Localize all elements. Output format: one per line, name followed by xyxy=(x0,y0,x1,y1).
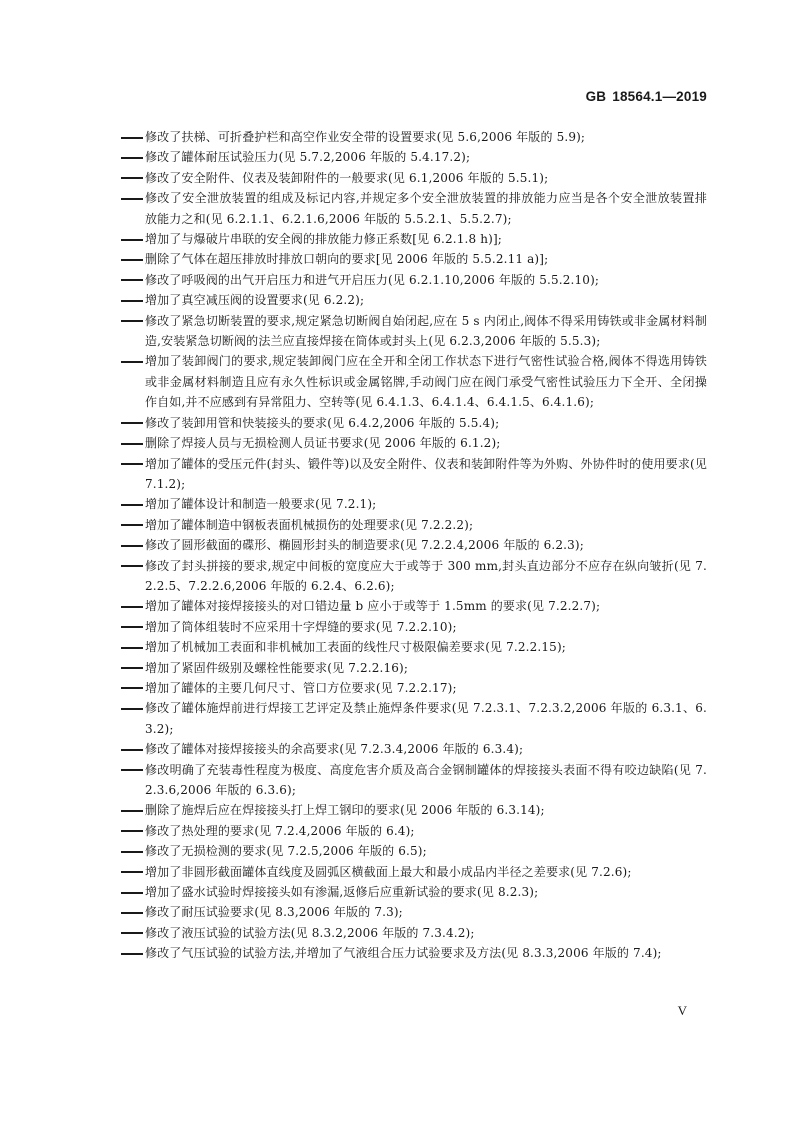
list-item xyxy=(121,678,707,698)
em-dash-marker xyxy=(121,769,143,771)
list-item-text: 修改了罐体对接焊接接头的余高要求(见 7.2.3.4,2006 年版的 6.3.4); xyxy=(145,742,524,757)
em-dash-marker xyxy=(121,545,143,547)
list-item-text: 修改了罐体施焊前进行焊接工艺评定及禁止施焊条件要求(见 7.2.3.1、7.2.3.2,2006 年版的 6.3.1、6.3.2); xyxy=(145,701,707,736)
list-item xyxy=(121,923,707,943)
list-item-text: 修改了封头拼接的要求,规定中间板的宽度应大于或等于 300 mm,封头直边部分不应存在纵向皱折(见 7.2.2.5、7.2.2.6,2006 年版的 6.2.4、6.2.6); xyxy=(145,558,707,593)
em-dash-marker xyxy=(121,830,143,832)
em-dash-marker xyxy=(121,300,143,302)
list-item xyxy=(121,127,707,147)
list-item-text: 增加了装卸阀门的要求,规定装卸阀门应在全开和全闭工作状态下进行气密性试验合格,阀体不得选用铸铁或非金属材料制造且应有永久性标识或金属铭牌,手动阀门应在阀门承受气密性试验压力下全开、全闭操作自如,并不应感到有异常阻力、空转等(见 6.4.1.3、6.4.1.4、6.4.1.5、6.4.1.6); xyxy=(145,354,707,410)
em-dash-marker xyxy=(121,892,143,894)
em-dash-marker xyxy=(121,708,143,710)
list-item-text: 修改了无损检测的要求(见 7.2.5,2006 年版的 6.5); xyxy=(145,844,427,859)
list-item xyxy=(121,821,707,841)
em-dash-marker xyxy=(121,851,143,853)
list-item-text: 删除了施焊后应在焊接接头打上焊工钢印的要求(见 2006 年版的 6.3.14); xyxy=(145,803,545,818)
list-item-text: 修改了耐压试验要求(见 8.3,2006 年版的 7.3); xyxy=(145,905,403,920)
list-item-text: 增加了机械加工表面和非机械加工表面的线性尺寸极限偏差要求(见 7.2.2.15); xyxy=(145,640,566,655)
list-item-text: 增加了罐体的受压元件(封头、锻件等)以及安全附件、仪表和装卸附件等为外购、外协件时的使用要求(见 7.1.2); xyxy=(145,456,707,491)
em-dash-marker xyxy=(121,422,143,424)
list-item-text: 增加了与爆破片串联的安全阀的排放能力修正系数[见 6.2.1.8 h)]; xyxy=(145,232,502,247)
list-item xyxy=(121,658,707,678)
list-item-text: 增加了罐体设计和制造一般要求(见 7.2.1); xyxy=(145,497,377,512)
list-item xyxy=(121,760,707,801)
list-item xyxy=(121,800,707,820)
em-dash-marker xyxy=(121,157,143,159)
em-dash-marker xyxy=(121,361,143,363)
list-item xyxy=(121,290,707,310)
list-item-text: 修改了呼吸阀的出气开启压力和进气开启压力(见 6.2.1.10,2006 年版的 5.5.2.10); xyxy=(145,272,600,287)
list-item xyxy=(121,902,707,922)
em-dash-marker xyxy=(121,871,143,873)
list-item-text: 修改了扶梯、可折叠护栏和高空作业安全带的设置要求(见 5.6,2006 年版的 5.9); xyxy=(145,130,586,144)
list-item-text: 增加了盛水试验时焊接接头如有渗漏,返修后应重新试验的要求(见 8.2.3); xyxy=(145,885,539,900)
list-item-text: 增加了紧固件级别及螺栓性能要求(见 7.2.2.16); xyxy=(145,660,409,675)
em-dash-marker xyxy=(121,606,143,608)
list-item-text: 修改了气压试验的试验方法,并增加了气液组合压力试验要求及方法(见 8.3.3,2006 年版的 7.4); xyxy=(145,946,662,961)
em-dash-marker xyxy=(121,137,143,139)
list-item-text: 修改了罐体耐压试验压力(见 5.7.2,2006 年版的 5.4.17.2); xyxy=(145,150,471,165)
standard-prefix: GB xyxy=(585,89,607,104)
list-item-text: 修改了圆形截面的碟形、椭圆形封头的制造要求(见 7.2.2.4,2006 年版的 6.2.3); xyxy=(145,538,584,553)
em-dash-marker xyxy=(121,565,143,567)
list-item xyxy=(121,249,707,269)
list-item-text: 增加了非圆形截面罐体直线度及圆弧区横截面上最大和最小成品内半径之差要求(见 7.2.6); xyxy=(145,864,632,879)
em-dash-marker xyxy=(121,932,143,934)
list-item xyxy=(121,617,707,637)
list-item xyxy=(121,413,707,433)
em-dash-marker xyxy=(121,504,143,506)
list-item xyxy=(121,494,707,514)
em-dash-marker xyxy=(121,239,143,241)
em-dash-marker xyxy=(121,687,143,689)
list-item xyxy=(121,862,707,882)
standard-header xyxy=(586,89,707,104)
em-dash-marker xyxy=(121,749,143,751)
list-item-text: 增加了筒体组装时不应采用十字焊缝的要求(见 7.2.2.10); xyxy=(145,619,457,634)
list-item-text: 修改明确了充装毒性程度为极度、高度危害介质及高合金钢制罐体的焊接接头表面不得有咬边缺陷(见 7.2.3.6,2006 年版的 6.3.6); xyxy=(145,762,707,797)
list-item-text: 修改了紧急切断装置的要求,规定紧急切断阀自始闭起,应在 5 s 内闭止,阀体不得采用铸铁或非金属材料制造,安装紧急切断阀的法兰应直接焊接在筒体或封头上(见 6.2.3,2006 年版的 5.5.3); xyxy=(145,313,707,349)
em-dash-marker xyxy=(121,667,143,669)
list-item xyxy=(121,739,707,759)
list-item xyxy=(121,535,707,555)
em-dash-marker xyxy=(121,810,143,812)
standard-number: 18564.1—2019 xyxy=(612,89,707,104)
list-item-text: 修改了安全泄放装置的组成及标记内容,并规定多个安全泄放装置的排放能力应当是各个安全泄放装置排放能力之和(见 6.2.1.1、6.2.1.6,2006 年版的 5.5.2.1、5.5.2.7); xyxy=(145,191,707,226)
em-dash-marker xyxy=(121,524,143,526)
list-item xyxy=(121,188,707,229)
em-dash-marker xyxy=(121,647,143,649)
list-item xyxy=(121,147,707,167)
list-item xyxy=(121,311,707,352)
list-item-text: 删除了气体在超压排放时排放口朝向的要求[见 2006 年版的 5.5.2.11 a)]; xyxy=(145,252,549,267)
em-dash-marker xyxy=(121,198,143,200)
em-dash-marker xyxy=(121,912,143,914)
list-item-text: 删除了焊接人员与无损检测人员证书要求(见 2006 年版的 6.1.2); xyxy=(145,436,501,451)
list-item xyxy=(121,229,707,249)
list-item xyxy=(121,454,707,495)
list-item-text: 增加了罐体的主要几何尺寸、管口方位要求(见 7.2.2.17); xyxy=(145,680,457,695)
page-number: V xyxy=(677,1003,687,1018)
em-dash-marker xyxy=(121,279,143,281)
em-dash-marker xyxy=(121,626,143,628)
list-item-text: 增加了罐体对接焊接接头的对口错边量 b 应小于或等于 1.5mm 的要求(见 7.2.2.7); xyxy=(145,599,601,614)
list-item-text: 修改了装卸用管和快装接头的要求(见 6.4.2,2006 年版的 5.5.4); xyxy=(145,415,500,430)
em-dash-marker xyxy=(121,443,143,445)
list-item xyxy=(121,698,707,739)
list-item xyxy=(121,433,707,453)
list-item xyxy=(121,168,707,188)
em-dash-marker xyxy=(121,953,143,955)
list-item xyxy=(121,270,707,290)
list-item xyxy=(121,882,707,902)
list-item xyxy=(121,943,707,963)
list-item xyxy=(121,556,707,597)
em-dash-marker xyxy=(121,259,143,261)
em-dash-marker xyxy=(121,177,143,179)
list-item-text: 增加了真空减压阀的设置要求(见 6.2.2); xyxy=(145,293,365,308)
list-item xyxy=(121,515,707,535)
list-item xyxy=(121,351,707,412)
list-item-text: 修改了热处理的要求(见 7.2.4,2006 年版的 6.4); xyxy=(145,823,415,838)
em-dash-marker xyxy=(121,463,143,465)
list-item xyxy=(121,637,707,657)
list-item xyxy=(121,841,707,861)
list-item-text: 修改了液压试验的试验方法(见 8.3.2,2006 年版的 7.3.4.2); xyxy=(145,925,475,940)
em-dash-marker xyxy=(121,320,143,322)
list-item-text: 增加了罐体制造中钢板表面机械损伤的处理要求(见 7.2.2.2); xyxy=(145,517,474,532)
change-list xyxy=(121,127,707,964)
list-item xyxy=(121,596,707,616)
list-item-text: 修改了安全附件、仪表及装卸附件的一般要求(见 6.1,2006 年版的 5.5.1); xyxy=(145,170,549,185)
